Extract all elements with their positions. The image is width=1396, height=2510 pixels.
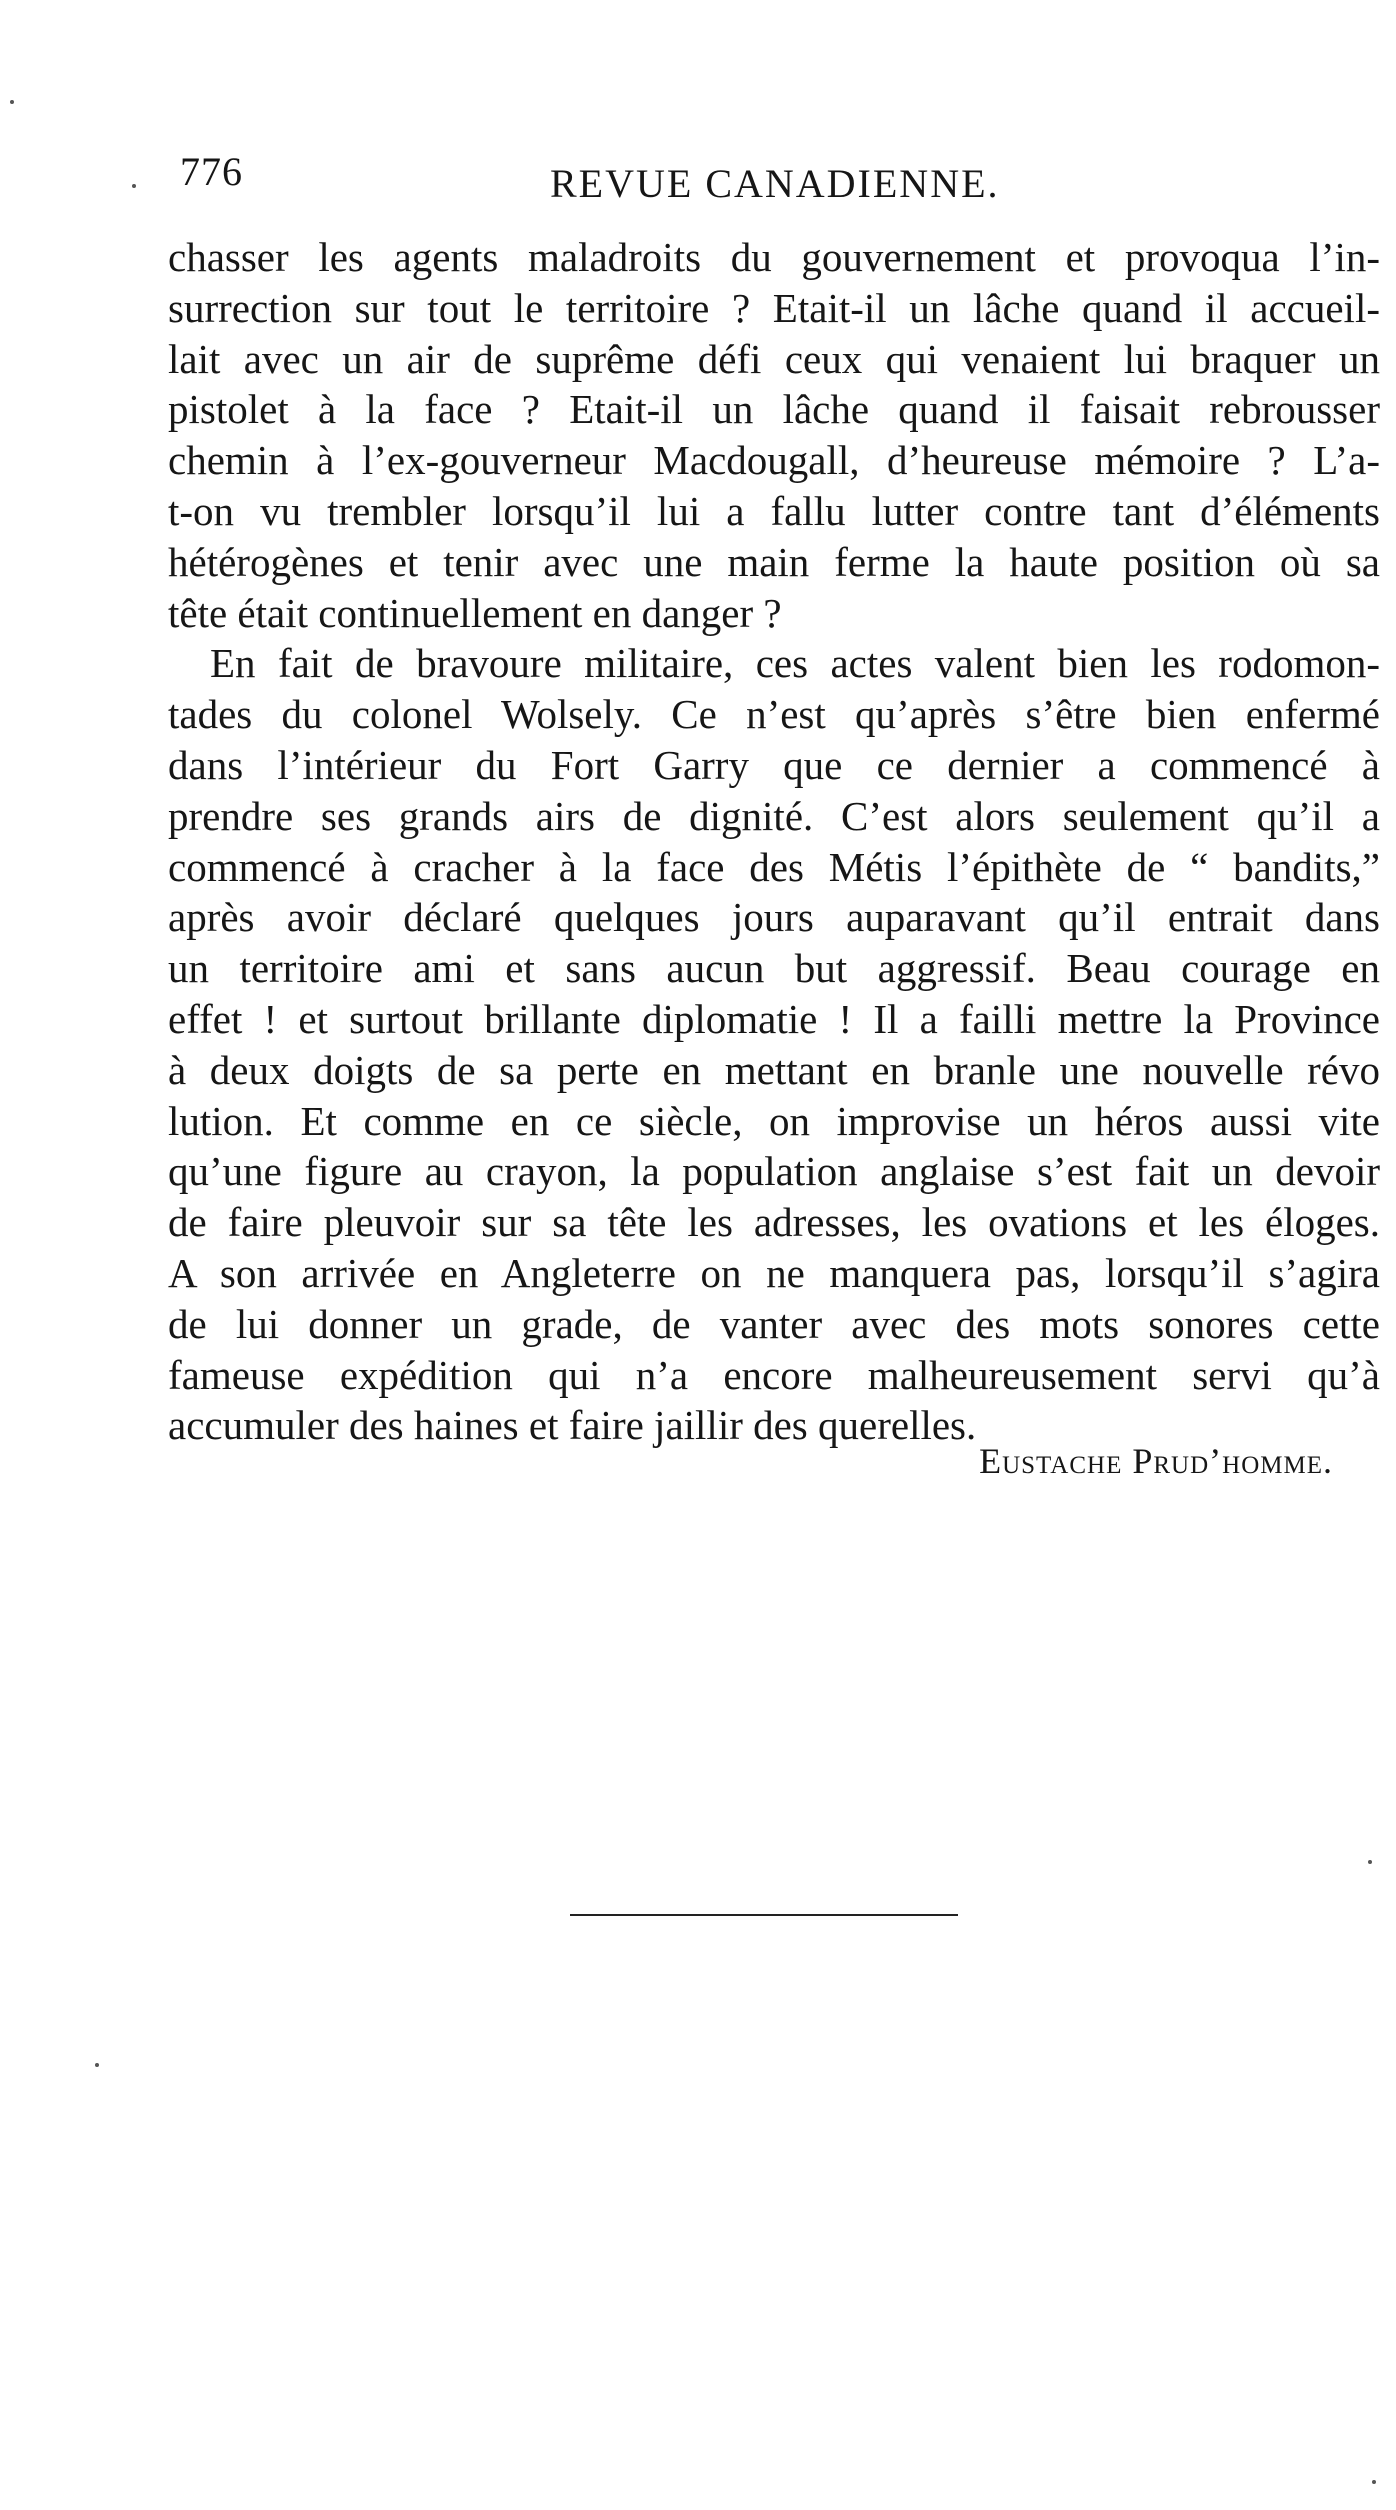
text-line: pistolet à la face ? Etait-il un lâche quand il faisait rebrousser	[168, 386, 1380, 433]
text-line: un territoire ami et sans aucun but aggressif. Beau courage en	[168, 945, 1380, 992]
text-line: qu’une figure au crayon, la population anglaise s’est fait un devoir	[168, 1148, 1380, 1195]
text-line: chasser les agents maladroits du gouvernement et provoqua l’in-	[168, 234, 1380, 280]
running-title: REVUE CANADIENNE.	[550, 161, 1000, 206]
text-line: fameuse expédition qui n’a encore malheureusement servi qu’à	[168, 1351, 1380, 1398]
page-number: 776	[180, 149, 243, 194]
text-line: surrection sur tout le territoire ? Etait-il un lâche quand il accueil-	[168, 284, 1380, 331]
text-line: accumuler des haines et faire jaillir des querelles.	[168, 1402, 977, 1449]
scan-speck	[132, 184, 136, 188]
text-line: après avoir déclaré quelques jours auparavant qu’il entrait dans	[168, 894, 1380, 941]
paragraph-2	[168, 638, 1380, 1451]
text-line: prendre ses grands airs de dignité. C’est alors seulement qu’il a	[168, 792, 1380, 839]
text-line: chemin à l’ex-gouverneur Macdougall, d’heureuse mémoire ? L’a-	[168, 437, 1380, 484]
text-line: A son arrivée en Angleterre on ne manquera pas, lorsqu’il s’agira	[168, 1249, 1380, 1296]
text-line: t-on vu trembler lorsqu’il lui a fallu lutter contre tant d’éléments	[168, 487, 1380, 534]
scan-speck	[95, 2063, 99, 2067]
article-body	[168, 232, 1380, 1451]
scan-speck	[10, 100, 14, 104]
text-line: lait avec un air de suprême défi ceux qui venaient lui braquer un	[168, 335, 1380, 382]
text-line: tades du colonel Wolsely. Ce n’est qu’après s’être bien enfermé	[168, 691, 1380, 738]
paragraph-1	[168, 232, 1380, 638]
text-line: à deux doigts de sa perte en mettant en branle une nouvelle révo	[168, 1046, 1380, 1093]
text-line: dans l’intérieur du Fort Garry que ce dernier a commencé à	[168, 741, 1380, 788]
end-rule	[570, 1914, 958, 1916]
text-line: En fait de bravoure militaire, ces actes valent bien les rodomon-	[210, 640, 1380, 687]
text-line: tête était continuellement en danger ?	[168, 589, 782, 636]
text-line: hétérogènes et tenir avec une main ferme la haute position où sa	[168, 538, 1380, 585]
text-line: de faire pleuvoir sur sa tête les adresses, les ovations et les éloges.	[168, 1199, 1380, 1246]
author-signature: Eustache Prud’homme.	[979, 1441, 1333, 1481]
text-line: de lui donner un grade, de vanter avec des mots sonores cette	[168, 1300, 1380, 1347]
scan-speck	[1368, 1860, 1372, 1864]
text-line: effet ! et surtout brillante diplomatie ! Il a failli mettre la Province	[168, 995, 1380, 1042]
text-line: commencé à cracher à la face des Métis l’épithète de “ bandits,”	[168, 843, 1380, 890]
text-line: lution. Et comme en ce siècle, on improvise un héros aussi vite	[168, 1097, 1380, 1144]
scan-speck	[1372, 2480, 1376, 2484]
